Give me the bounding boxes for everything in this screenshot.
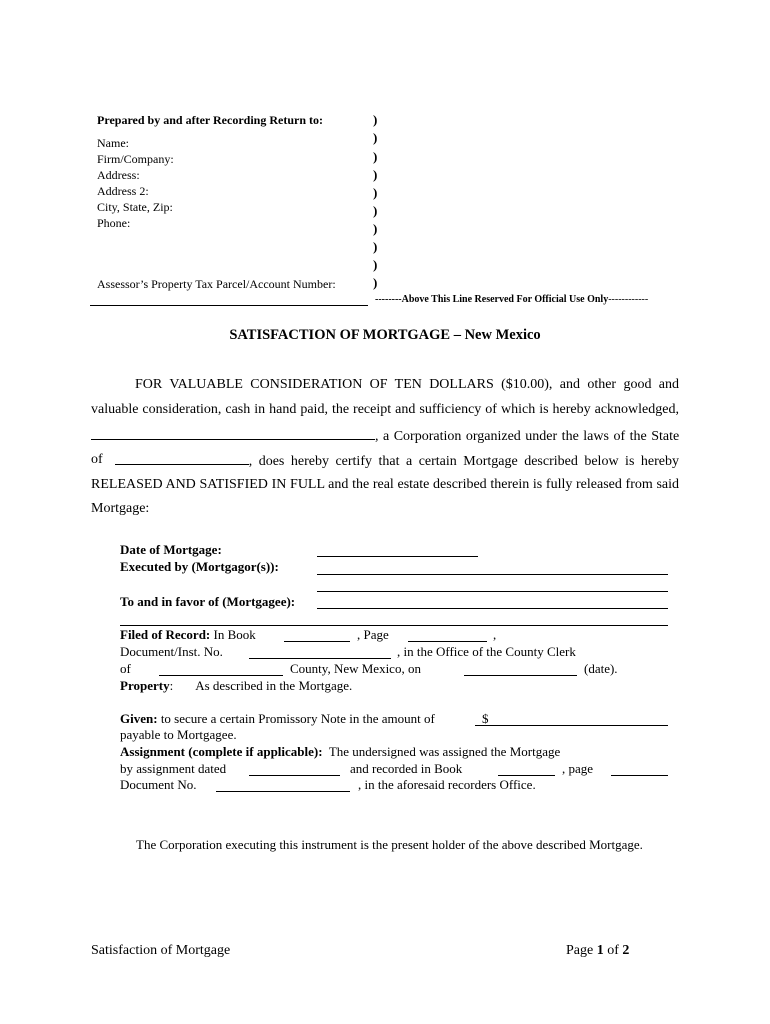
executed-by-label: Executed by (Mortgagor(s)): — [120, 559, 279, 574]
paren: ) — [373, 149, 378, 164]
paren: ) — [373, 112, 378, 127]
document-inst-label: Document/Inst. No. — [120, 644, 223, 659]
official-use-notice: --------Above This Line Reserved For Official Use Only------------ — [375, 294, 649, 305]
book-blank[interactable] — [284, 641, 350, 642]
document-inst-blank[interactable] — [249, 658, 391, 659]
paren: ) — [373, 130, 378, 145]
amount-blank[interactable] — [475, 725, 668, 726]
property-line: Property: As described in the Mortgage. — [120, 678, 353, 693]
document-title: SATISFACTION OF MORTGAGE – New Mexico — [229, 327, 541, 343]
corporation-name-blank[interactable] — [91, 427, 375, 440]
section-divider — [120, 625, 668, 626]
assignment-book-blank[interactable] — [498, 775, 555, 776]
paren: ) — [373, 221, 378, 236]
given-line: Given: to secure a certain Promissory Note in the amount of — [120, 711, 435, 726]
in-favor-of-label: To and in favor of (Mortgagee): — [120, 594, 296, 609]
phone-label: Phone: — [97, 216, 131, 230]
recorders-office-text: , in the aforesaid recorders Office. — [358, 777, 536, 792]
paren: ) — [373, 257, 378, 272]
mortgagor-blank[interactable] — [317, 574, 668, 575]
paren: ) — [373, 239, 378, 254]
paren: ) — [373, 275, 378, 290]
date-of-mortgage-blank[interactable] — [317, 556, 478, 557]
date-of-mortgage-label: Date of Mortgage: — [120, 542, 222, 557]
mortgagee-blank[interactable] — [317, 608, 668, 609]
intro-line-4: of , does hereby certify that a certain Mortgage described below is hereby — [91, 452, 679, 469]
intro-line-1: FOR VALUABLE CONSIDERATION OF TEN DOLLARS ($10.00), and other good and — [135, 377, 679, 392]
page-label: , Page — [357, 627, 389, 642]
address-label: Address: — [97, 168, 140, 182]
payable-text: payable to Mortgagee. — [120, 727, 237, 742]
recorded-in-book-label: and recorded in Book — [350, 761, 463, 776]
paren: ) — [373, 167, 378, 182]
address2-label: Address 2: — [97, 184, 149, 198]
document-no-label: Document No. — [120, 777, 197, 792]
mortgagor-blank-2[interactable] — [317, 591, 668, 592]
date-suffix: (date). — [584, 661, 618, 676]
assignment-page-blank[interactable] — [611, 775, 668, 776]
record-date-blank[interactable] — [464, 675, 577, 676]
page-indicator: Page 1 of 2 — [566, 943, 630, 958]
header-divider — [90, 305, 368, 306]
document-no-blank[interactable] — [216, 791, 350, 792]
closing-statement: The Corporation executing this instrument is the present holder of the above described Mortgage. — [136, 837, 643, 852]
intro-line-6: Mortgage: — [91, 501, 150, 516]
assignment-line: Assignment (complete if applicable): The undersigned was assigned the Mortgage — [120, 744, 561, 759]
state-blank[interactable] — [115, 452, 249, 465]
intro-line-5: RELEASED AND SATISFIED IN FULL and the real estate described therein is fully released from said — [91, 477, 679, 492]
city-state-zip-label: City, State, Zip: — [97, 200, 173, 214]
county-blank[interactable] — [159, 675, 283, 676]
parcel-label: Assessor’s Property Tax Parcel/Account Number: — [97, 277, 336, 291]
county-clerk-text: , in the Office of the County Clerk — [397, 644, 576, 659]
comma: , — [493, 627, 497, 642]
return-to-title: Prepared by and after Recording Return to: — [97, 113, 323, 127]
of-label: of — [120, 661, 131, 676]
filed-of-record-line: Filed of Record: In Book — [120, 627, 256, 642]
assignment-dated-label: by assignment dated — [120, 761, 227, 776]
paren: ) — [373, 185, 378, 200]
dollar-sign: $ — [482, 711, 489, 726]
paren: ) — [373, 203, 378, 218]
intro-line-3: , a Corporation organized under the laws of the State — [91, 427, 679, 445]
firm-label: Firm/Company: — [97, 152, 174, 166]
intro-line-2: valuable consideration, cash in hand paid, the receipt and sufficiency of which is hereby acknowledged, — [91, 402, 679, 417]
name-label: Name: — [97, 136, 129, 150]
county-text: County, New Mexico, on — [290, 661, 421, 676]
assignment-page-label: , page — [562, 761, 594, 776]
footer-title: Satisfaction of Mortgage — [91, 943, 231, 958]
page-blank[interactable] — [408, 641, 487, 642]
assignment-date-blank[interactable] — [249, 775, 340, 776]
